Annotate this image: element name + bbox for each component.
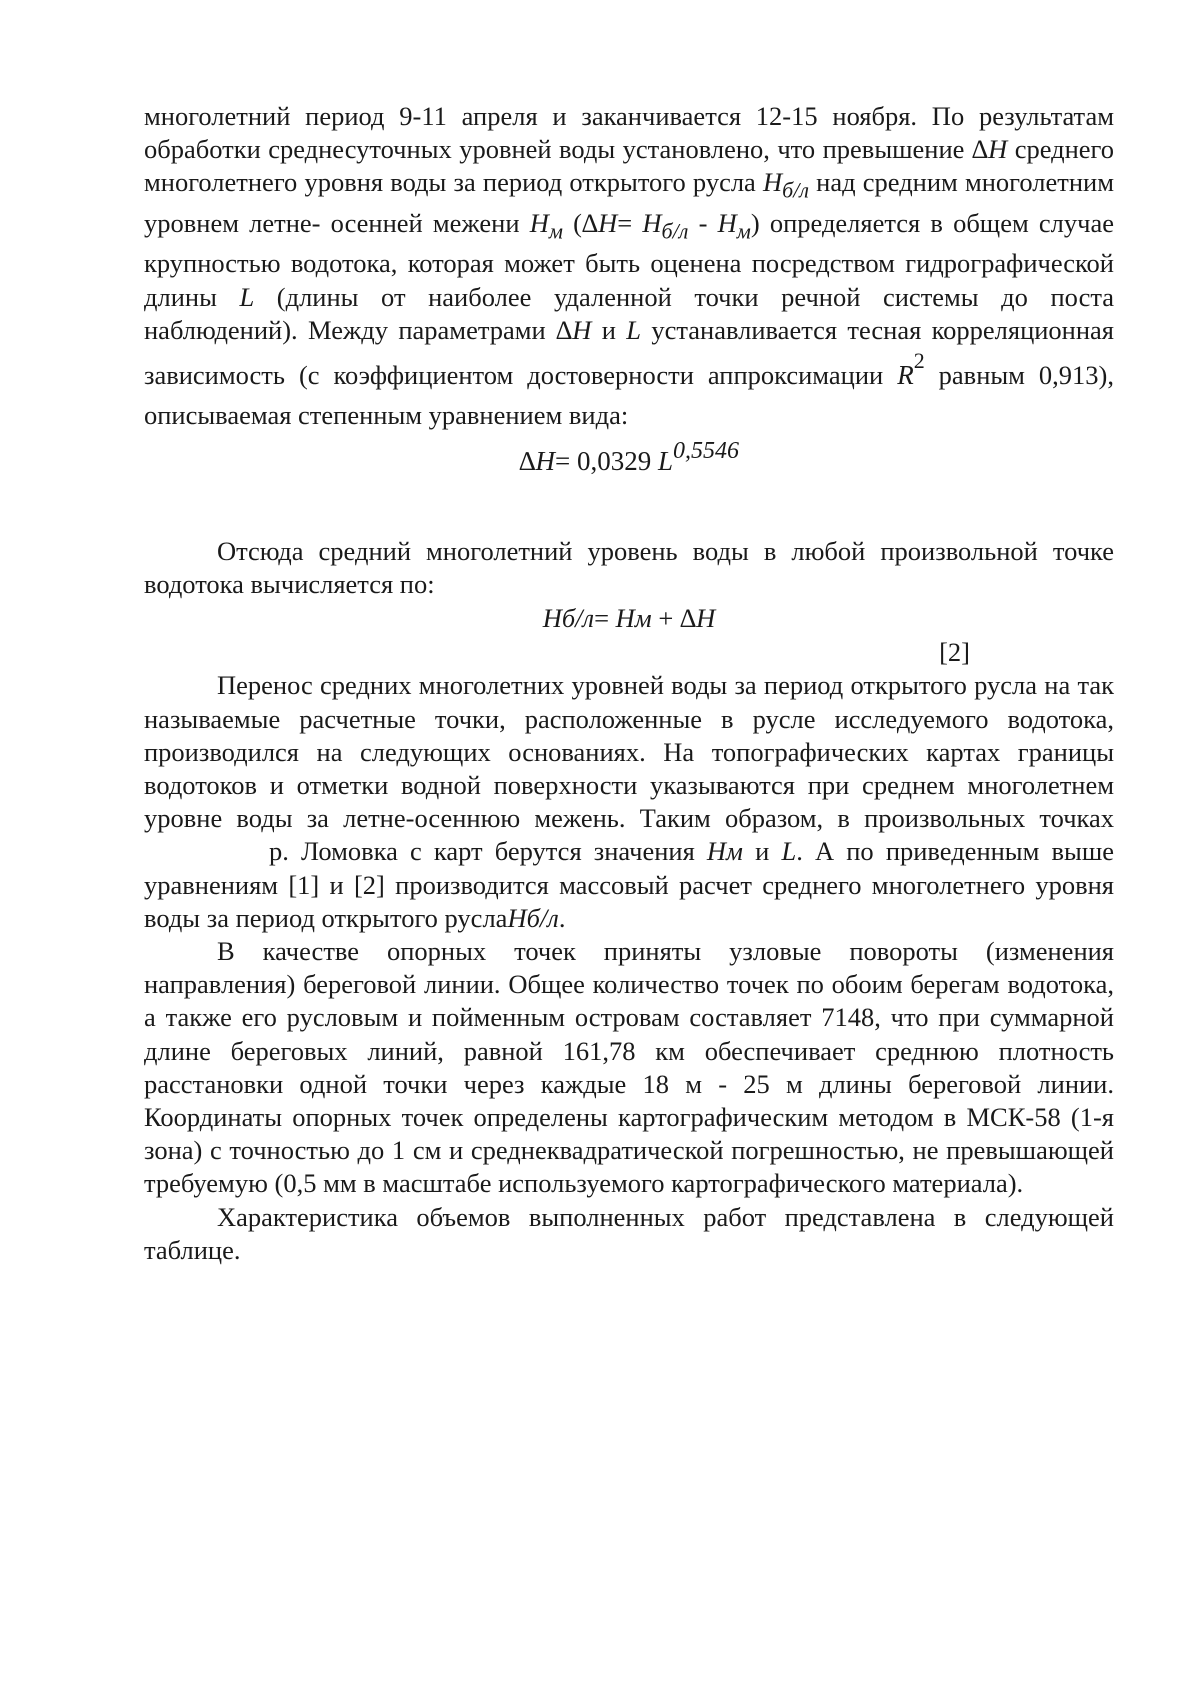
var-h: H xyxy=(572,314,592,345)
var-l: L xyxy=(626,314,641,345)
subscript-bl: б/л xyxy=(661,218,689,244)
text-fragment: и xyxy=(591,314,627,345)
paragraph-level-formula-intro xyxy=(144,535,1114,601)
text-fragment: достоверности аппроксимации xyxy=(527,360,898,391)
text-line: многолетний период 9-11 апреля и заканчивается 12-15 ноября. По результатам xyxy=(144,101,1114,131)
equation-number: [2] xyxy=(939,637,970,668)
text-line: устанавливается тесная корреляционная зависимость (с коэффициентом xyxy=(144,314,1114,391)
delta-symbol: ∆ xyxy=(518,446,536,477)
subscript-m: м xyxy=(548,218,563,244)
var-hbl: Нб/л xyxy=(507,902,559,933)
text-line: границы водотоков и отметки водной поверхности указываются при среднем xyxy=(144,736,1114,801)
text-fragment: - xyxy=(688,207,718,238)
var-l: L xyxy=(657,446,674,477)
text-fragment: = xyxy=(617,207,643,238)
var-h: H xyxy=(988,134,1008,165)
text-line: средним многолетним уровнем летне- осенней межени xyxy=(144,167,1114,238)
formula-exponent: 0,5546 xyxy=(673,438,740,465)
var-l: L xyxy=(239,281,255,312)
formula-coefficient: = 0,0329 xyxy=(555,446,658,477)
text-fragment: над xyxy=(809,167,856,198)
paragraph-intro xyxy=(144,100,1114,435)
text-line: оценена посредством гидрографической длины xyxy=(144,248,1114,312)
var-h: H xyxy=(696,603,716,634)
text-fragment: среднего многолетнего уровня воды за период открытого русла xyxy=(144,869,1114,933)
var-h: H xyxy=(535,446,555,477)
var-r: R xyxy=(897,360,914,391)
var-h: H xyxy=(717,207,737,238)
text-line: Отсюда средний многолетний уровень воды в любой произвольной точке xyxy=(217,536,1114,567)
text-fragment: ( xyxy=(562,207,582,238)
text-fragment: р. Ломовка с карт берутся значения xyxy=(269,836,707,867)
text-line: водотока вычисляется по: xyxy=(144,569,435,600)
text-line: обработки среднесуточных уровней воды установлено, что превышение xyxy=(144,134,972,165)
text-line: водотока, производился на следующих основаниях. На топографических картах xyxy=(144,703,1115,767)
formula-power-law xyxy=(144,435,1114,487)
text-line: Перенос средних многолетних уровней воды за период открытого русла xyxy=(217,670,1038,701)
text-line: определяется в общем случае крупностью водотока, которая может быть xyxy=(144,207,1115,279)
text-fragment: ) xyxy=(750,207,760,238)
document-page xyxy=(144,100,1114,1267)
formula-equals: = xyxy=(594,603,616,634)
var-h: H xyxy=(529,207,549,238)
delta-symbol: ∆ xyxy=(556,314,573,345)
subscript-bl: б/л xyxy=(782,177,809,203)
formula-level xyxy=(144,601,1114,635)
text-line: удаленной точки речной системы до поста наблюдений). Между параметрами xyxy=(144,281,1115,345)
text-line: приведенным выше уравнениям [1] и [2] производится массовый расчет xyxy=(144,836,1115,900)
spacer xyxy=(144,487,1114,535)
var-h: H xyxy=(762,167,783,198)
subscript-m: м xyxy=(736,218,751,244)
var-hm: Нм xyxy=(706,836,743,867)
var-h: H xyxy=(642,207,662,238)
delta-symbol: ∆ xyxy=(971,134,989,165)
delta-symbol: ∆ xyxy=(679,603,697,634)
var-hm: Нм xyxy=(615,603,652,634)
var-h: H xyxy=(598,207,618,238)
text-line: среднего многолетнего уровня воды за период открытого русла xyxy=(144,134,1114,198)
text-line: многолетнем уровне воды за летне-осеннюю межень. Таким образом, в xyxy=(144,770,1115,834)
text-fragment: . А по xyxy=(796,836,874,867)
r-squared xyxy=(897,348,925,391)
text-fragment: равным 0,913), описываемая степенным xyxy=(144,360,1115,431)
formula-plus: + xyxy=(651,603,680,634)
paragraph-transfer xyxy=(144,669,1114,935)
text-line: на так называемые расчетные точки, расположенные в русле исследуемого xyxy=(144,670,1114,734)
var-hbl: Нб/л xyxy=(542,603,595,634)
text-fragment: (длины от наиболее xyxy=(254,281,532,312)
text-line: уравнением вида: xyxy=(428,400,629,431)
text-fragment: произвольных точках xyxy=(864,803,1115,834)
exponent-2: 2 xyxy=(913,348,925,374)
delta-symbol: ∆ xyxy=(581,207,599,238)
text-fragment: . xyxy=(558,902,566,933)
text-fragment: и xyxy=(742,836,782,867)
var-l: L xyxy=(781,836,797,867)
paragraph-reference-points: В качестве опорных точек приняты узловые повороты (изменения направления) береговой линии. Общее количество точек по обоим берегам водотока, а также его русловым и пойменным островам составляет 7148, что при суммарной длине береговых линий, равной 161,78 км обеспечивает среднюю плотность расстановки одной точки через каждые 18 м - 25 м длины береговой линии. Координаты опорных точек определены картографическим методом в МСК-58 (1-я зона) с точностью до 1 см и среднеквадратической погрешностью, не превышающей требуемую (0,5 мм в масштабе используемого картографического материала). xyxy=(144,936,1114,1199)
paragraph-table-intro: Характеристика объемов выполненных работ представлена в следующей таблице. xyxy=(144,1201,1114,1265)
